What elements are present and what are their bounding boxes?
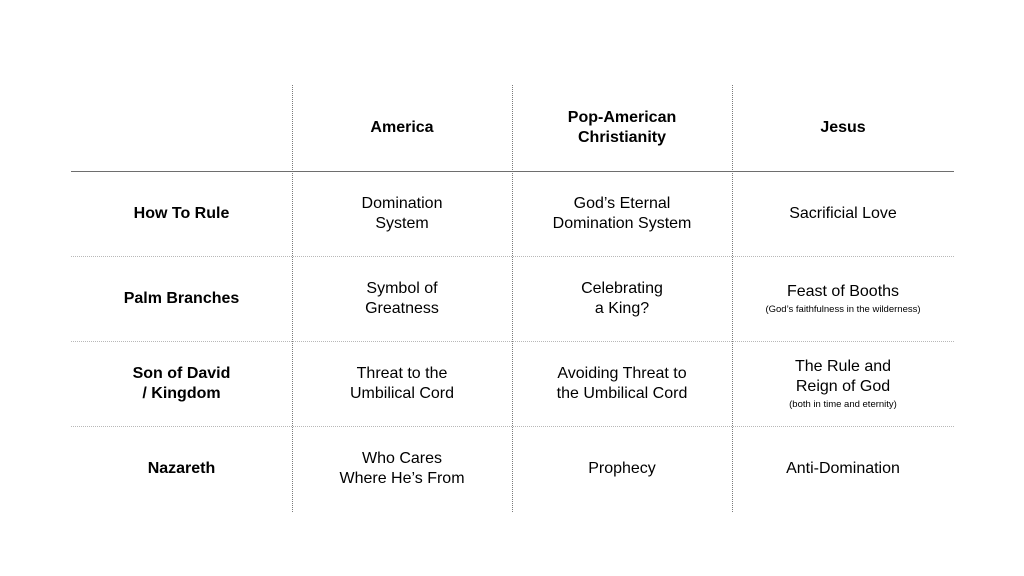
cell-text: Feast of Booths bbox=[786, 282, 900, 300]
cell-jesus bbox=[732, 256, 954, 341]
cell-note: (both in time and eternity) bbox=[789, 398, 897, 410]
header-jesus-label: Jesus bbox=[820, 119, 866, 136]
cell-text: Threat to the Umbilical Cord bbox=[349, 364, 455, 402]
cell-text: Sacrificial Love bbox=[789, 204, 897, 222]
row-label-text: Son of David / Kingdom bbox=[132, 364, 231, 402]
header-pop-label: Pop-American Christianity bbox=[567, 109, 677, 146]
row-label-how-to-rule bbox=[71, 171, 292, 256]
cell-america bbox=[292, 256, 512, 341]
header-america bbox=[292, 85, 512, 171]
cell-america bbox=[292, 341, 512, 426]
cell-jesus bbox=[732, 171, 954, 256]
cell-text: Domination System bbox=[361, 194, 443, 232]
cell-text: Prophecy bbox=[588, 460, 656, 477]
cell-pop-american bbox=[512, 341, 732, 426]
cell-text: The Rule and Reign of God bbox=[794, 357, 892, 395]
cell-jesus bbox=[732, 341, 954, 426]
row-label-text: How To Rule bbox=[133, 204, 230, 222]
row-label-text: Nazareth bbox=[147, 460, 216, 477]
cell-text: Symbol of Greatness bbox=[365, 279, 439, 317]
cell-pop-american bbox=[512, 426, 732, 512]
header-pop-american-christianity bbox=[512, 85, 732, 171]
cell-jesus bbox=[732, 426, 954, 512]
row-label-nazareth bbox=[71, 426, 292, 512]
row-label-text: Palm Branches bbox=[123, 289, 240, 307]
cell-america bbox=[292, 171, 512, 256]
cell-text: Avoiding Threat to the Umbilical Cord bbox=[556, 364, 688, 402]
cell-note: (God’s faithfulness in the wilderness) bbox=[765, 303, 921, 315]
header-jesus bbox=[732, 85, 954, 171]
cell-text: Who Cares Where He’s From bbox=[339, 450, 465, 487]
cell-text: Celebrating a King? bbox=[581, 279, 663, 317]
row-label-palm-branches bbox=[71, 256, 292, 341]
comparison-table bbox=[71, 85, 954, 512]
header-corner bbox=[71, 85, 292, 171]
header-america-label: America bbox=[370, 119, 434, 136]
cell-text: Anti-Domination bbox=[786, 460, 900, 477]
cell-america bbox=[292, 426, 512, 512]
cell-text: God’s Eternal Domination System bbox=[552, 194, 692, 232]
row-label-son-of-david-kingdom bbox=[71, 341, 292, 426]
cell-pop-american bbox=[512, 256, 732, 341]
cell-pop-american bbox=[512, 171, 732, 256]
